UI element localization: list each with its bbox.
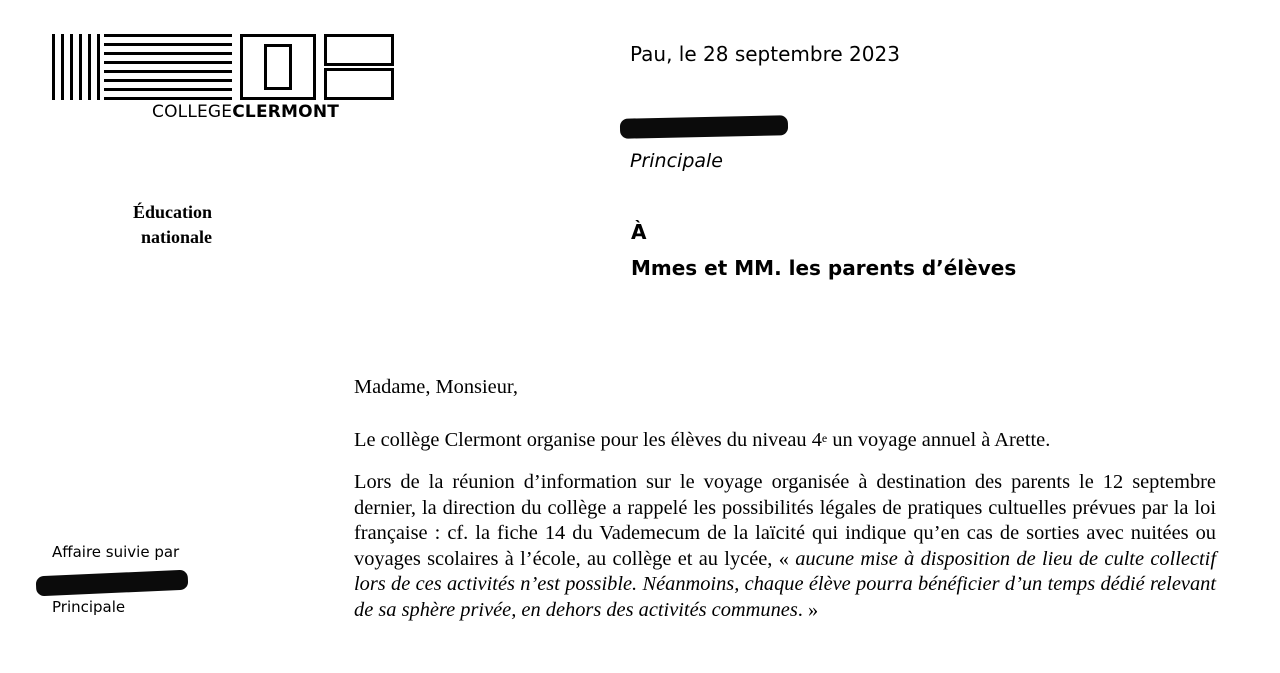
paragraph-1: Le collège Clermont organise pour les élèves du niveau 4e un voyage annuel à Arette.: [354, 429, 1051, 451]
logo-wordmark: COLLEGECLERMONT: [152, 102, 340, 122]
recipient-prefix: À: [631, 220, 647, 244]
sender-role: Principale: [630, 150, 723, 172]
ministry-label: [60, 200, 212, 250]
place-date: Pau, le 28 septembre 2023: [630, 42, 900, 66]
college-logo: [52, 34, 344, 124]
contact-role: Principale: [52, 598, 126, 616]
contact-name-redaction: [36, 570, 189, 597]
ministry-line-2: nationale: [140, 227, 212, 247]
followed-by-label: Affaire suivie par: [52, 543, 180, 561]
logo-zero-mark: [240, 34, 316, 100]
sender-name-redaction: [620, 115, 788, 139]
paragraph-2: Lors de la réunion d’information sur le voyage organisée à destination des parents le 12 septembre dernier, la direction du collège a rappelé les possibilités légales de pratiques cultuelles prévues par la loi française : cf. la fiche 14 du Vademecum de la laïcité qui indique qu’en cas de sorties avec nuitées ou voyages scolaires à l’école, au collège et au lycée, « aucune mise à disposition de lieu de culte collectif lors de ces activités n’est possible. Néanmoins, chaque élève pourra bénéficier d’un temps dédié relevant de sa sphère privée, en dehors des activités communes. »: [354, 471, 1216, 621]
recipients: Mmes et MM. les parents d’élèves: [631, 256, 1017, 280]
salutation: Madame, Monsieur,: [354, 376, 518, 398]
quote-text: aucune mise à disposition de lieu de culte collectif lors de ces activités n’est possible. Néanmoins, chaque élève pourra bénéficier d’un temps dédié relevant de sa sphère privée, en dehors des activités communes: [354, 547, 1216, 621]
ministry-line-1: Éducation: [132, 202, 212, 222]
logo-eight-mark: [324, 34, 394, 100]
logo-bars-mark: [52, 34, 232, 100]
